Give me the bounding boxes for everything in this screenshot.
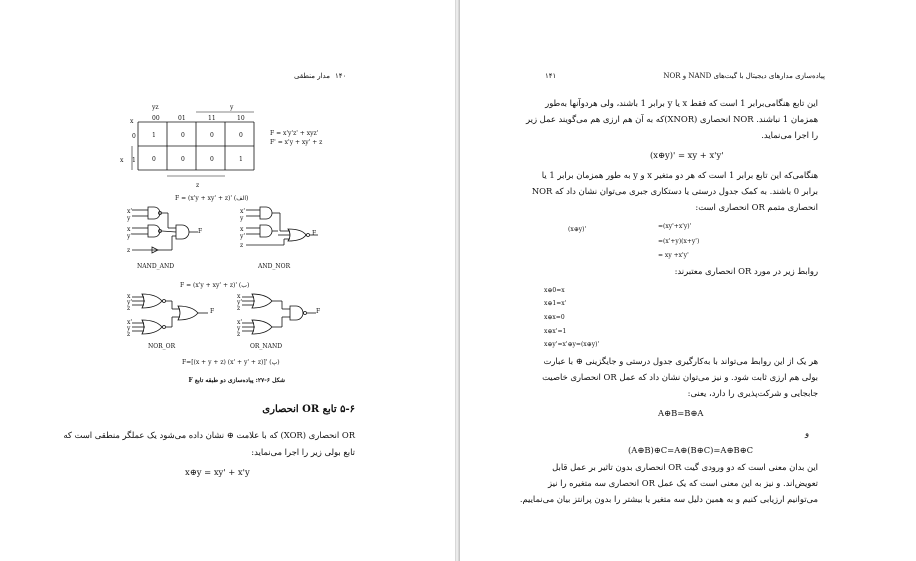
right-page-number: ۱۴۱ [545,72,557,80]
paragraph-line: می‌توانیم ارزیابی کنیم و به همین دلیل سه متغیر یا بیشتر را بدون پرانتز بیان می‌نماییم. [519,494,818,504]
gate-circuits-b [128,292,338,344]
gate-output-label: F [316,308,321,315]
gate-input-label: z [127,247,131,254]
left-page-number: ۱۴۰ [335,72,347,80]
left-running-title: مدار منطقی [294,72,330,80]
gate-input-label: y' [237,299,243,306]
gate-output-label: F [312,230,317,237]
gate-input-label: x' [240,208,246,215]
paragraph-line: را اجرا می‌نماید. [761,130,818,140]
gate-input-label: x [240,226,244,233]
gate-input-label: y [237,325,241,332]
gate-input-label: y [127,325,131,332]
figure-caption: شکل ۶-۲۷: پیاده‌سازی دو طبقه تابع F [188,377,285,384]
caption-b: F = (x'y + xy' + z)' (ب) [180,282,250,289]
paragraph-line: هنگامی‌که این تابع برابر 1 است که هر دو متغیر x و y به طور همزمان برابر 1 یا [541,170,818,180]
kmap-var-x-top: x [130,118,134,125]
kmap-equation-f-complement: F' = x'y + xy' + z [270,139,323,146]
gate-input-label: y' [127,233,133,240]
derivation-step: =(x'+y)(x+y') [658,238,700,245]
kmap-row-header: 0 [132,133,136,140]
right-running-title: پیاده‌سازی مدارهای دیجیتال با گیت‌های NAND و NOR [663,72,825,80]
identity-item: x⊕x=0 [544,314,565,321]
gate-input-label: x [127,293,131,300]
derivation-step: =(xy'+x'y)' [658,223,692,230]
label-and-nor: AND_NOR [258,263,291,270]
gate-input-label: x [127,226,131,233]
derivation-lhs: (x⊕y)' [568,226,587,233]
right-page [460,0,916,561]
paragraph-line: این تابع هنگامی‌برابر 1 است که فقط x یا y برابر 1 باشند، ولی هردوآنها به‌طور [545,98,818,108]
kmap-cell: 0 [181,156,185,163]
kmap-row-header: 1 [132,157,136,164]
derivation-step: = xy +x'y' [658,252,689,259]
paragraph-line: این بدان معنی است که دو ورودی گیت OR انحصاری بدون تاثیر بر عمل قابل [552,462,818,472]
gate-input-label: z [127,305,131,312]
gate-input-label: z [240,242,244,249]
paragraph-line: همزمان 1 نباشند. NOR انحصاری (XNOR)که به آن هم ارزی هم می‌گویند عمل زیر [526,114,818,124]
paragraph-line: روابط زیر در مورد OR انحصاری معتبرند: [674,266,818,276]
gate-output-label: F [210,308,215,315]
gate-input-label: z [127,331,131,338]
kmap-col-header: 00 [152,115,160,122]
gate-output-label: F [198,228,203,235]
kmap-var-z: z [196,182,200,189]
identity-item: x⊕1=x' [544,300,567,307]
kmap-var-x-left: x [120,157,124,164]
kmap-cell: 1 [239,156,243,163]
section-title: ۵-۶ تابع OR انحصاری [262,404,355,415]
label-or-nand: OR_NAND [250,343,283,350]
associative-equation: (A⊕B)⊕C=A⊕(B⊕C)=A⊕B⊕C [628,445,754,455]
xnor-equation: (x⊕y)' = xy + x'y' [650,150,724,160]
label-nand-and: NAND_AND [137,263,175,270]
kmap-cell: 1 [152,132,156,139]
paragraph-line: انحصاری متمم OR انحصاری است: [695,202,818,212]
kmap-cell: 0 [210,156,214,163]
kmap-cell: 0 [239,132,243,139]
gate-input-label: x' [127,208,133,215]
gate-input-label: x' [127,319,133,326]
caption-c: F=[(x + y + z) (x' + y' + z)]' (پ) [182,359,280,366]
gate-input-label: x [237,293,241,300]
caption-a: F = (x'y + xy' + z)' (الف) [175,195,249,202]
conjunction: و [805,428,810,438]
left-page [0,0,455,561]
paragraph-line: OR انحصاری (XOR) که با علامت ⊕ نشان داده می‌شود یک عملگر منطقی است که [63,430,355,440]
gate-input-label: y' [127,299,133,306]
kmap-var-y: y [230,104,234,111]
kmap-col-header: 01 [178,115,186,122]
gate-circuits-a [128,205,328,265]
kmap-cell: 0 [210,132,214,139]
gate-input-label: y' [240,233,246,240]
kmap-cell: 0 [152,156,156,163]
commutative-equation: A⊕B=B⊕A [658,408,704,418]
label-nor-or: NOR_OR [148,343,176,350]
paragraph-line: تابع بولی زیر را اجرا می‌نماید: [251,447,355,457]
identity-item: x⊕y'=x'⊕y=(x⊕y)' [544,341,600,348]
kmap-col-header: 10 [237,115,245,122]
identity-item: x⊕0=x [544,287,565,294]
kmap-equation-f: F = x'y'z' + xyz' [270,130,319,137]
paragraph-line: جابجایی و شرکت‌پذیری را دارد، یعنی: [687,388,818,398]
kmap-col-header: 11 [208,115,216,122]
paragraph-line: بولی هم ارزی ثابت شود. و نیز می‌توان نشان داد که عمل OR انحصاری خاصیت [542,372,818,382]
gate-input-label: y [240,215,244,222]
paragraph-line: برابر 0 باشند. به کمک جدول درستی یا دستکاری جبری می‌توان نشان داد که NOR [531,186,818,196]
kmap-cell: 0 [181,132,185,139]
xor-equation: x⊕y = xy' + x'y [185,467,250,477]
kmap-grid [128,110,263,190]
gate-input-label: y [127,215,131,222]
gate-input-label: x' [237,319,243,326]
paragraph-line: تعویض‌اند. و نیز به این معنی است که یک عمل OR انحصاری سه متغیره را نیز [547,478,818,488]
paragraph-line: هر یک از این روابط می‌تواند با به‌کارگیری جدول درستی و جایگزینی ⊕ با عبارت [543,356,818,366]
gate-input-label: z [237,331,241,338]
kmap-var-yz: yz [152,104,159,111]
identity-item: x⊕x'=1 [544,328,567,335]
gate-input-label: z [237,305,241,312]
